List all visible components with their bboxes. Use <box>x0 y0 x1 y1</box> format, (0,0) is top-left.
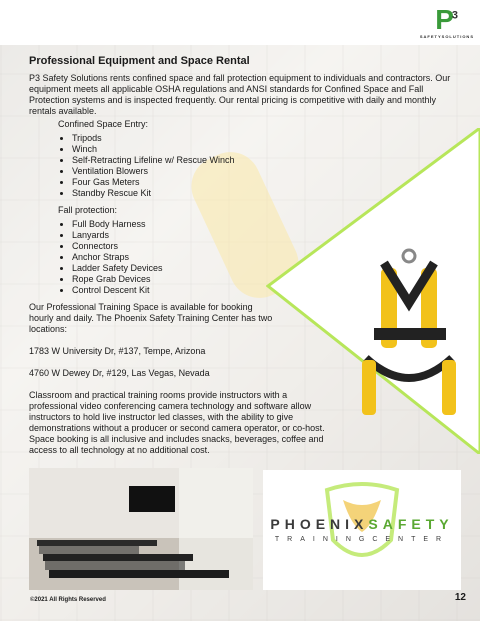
list-item: • Self-Retracting Lifeline w/ Rescue Winch <box>72 155 461 166</box>
logo-training-center: TRAININGCENTER <box>274 536 450 543</box>
page-number: 12 <box>454 592 466 603</box>
list-item: • Lanyards <box>72 230 461 241</box>
list-item: • Anchor Straps <box>72 252 461 263</box>
list-item: • Four Gas Meters <box>72 177 461 188</box>
list-item: • Standby Rescue Kit <box>72 188 461 199</box>
phoenix-safety-logo <box>263 470 461 590</box>
copyright-notice: ©2021 All Rights Reserved <box>30 597 106 603</box>
page-title: Professional Equipment and Space Rental <box>29 55 250 67</box>
list-item: • Ladder Safety Devices <box>72 263 461 274</box>
logo-word-safety: SAFETY <box>368 516 454 532</box>
classroom-paragraph: Classroom and practical training rooms provide instructors with a professional video conferencing camera technology and software allow instructors to hold live instructor led classes, with the ability to give demonstrations without a producer or second camera operator, or co-host. Space booking is all inclusive and includes snacks, beverages, coffee and access to all technology at no additional cost. <box>29 390 325 455</box>
list-item: • Rope Grab Devices <box>72 274 461 285</box>
classroom-photo <box>29 468 253 590</box>
list-item: • Connectors <box>72 241 461 252</box>
intro-paragraph: P3 Safety Solutions rents confined space and fall protection equipment to individuals and contractors. Our equipment meets all applicable OSHA regulations and ANSI standards for Confined Space and Fall Protection systems and is inspected frequently. Our rental pricing is competitive with daily and monthly rentals available. <box>29 73 451 116</box>
location-las-vegas: 4760 W Dewey Dr, #129, Las Vegas, Nevada <box>29 368 210 378</box>
list-item: • Ventilation Blowers <box>72 166 461 177</box>
list-item: • Full Body Harness <box>72 219 461 230</box>
confined-space-heading: Confined Space Entry: <box>58 119 149 129</box>
fall-protection-list <box>29 219 461 296</box>
confined-space-list <box>29 133 461 199</box>
logo-mark: P <box>435 4 452 35</box>
logo-word-phoenix: PHOENIX <box>270 516 369 532</box>
training-space-paragraph: Our Professional Training Space is available for booking hourly and daily. The Phoenix Safety Training Center has two locations: <box>29 302 273 334</box>
location-tempe: 1783 W University Dr, #137, Tempe, Arizona <box>29 346 206 356</box>
list-item: • Tripods <box>72 133 461 144</box>
fall-protection-heading: Fall protection: <box>58 205 118 215</box>
page-header <box>0 0 480 45</box>
logo-superscript: 3 <box>451 9 456 22</box>
list-item: • Winch <box>72 144 461 155</box>
p3-logo <box>418 4 474 44</box>
article-body <box>29 56 461 456</box>
logo-tagline: SAFETYSOLUTIONS <box>419 34 474 39</box>
list-item: • Control Descent Kit <box>72 285 461 296</box>
